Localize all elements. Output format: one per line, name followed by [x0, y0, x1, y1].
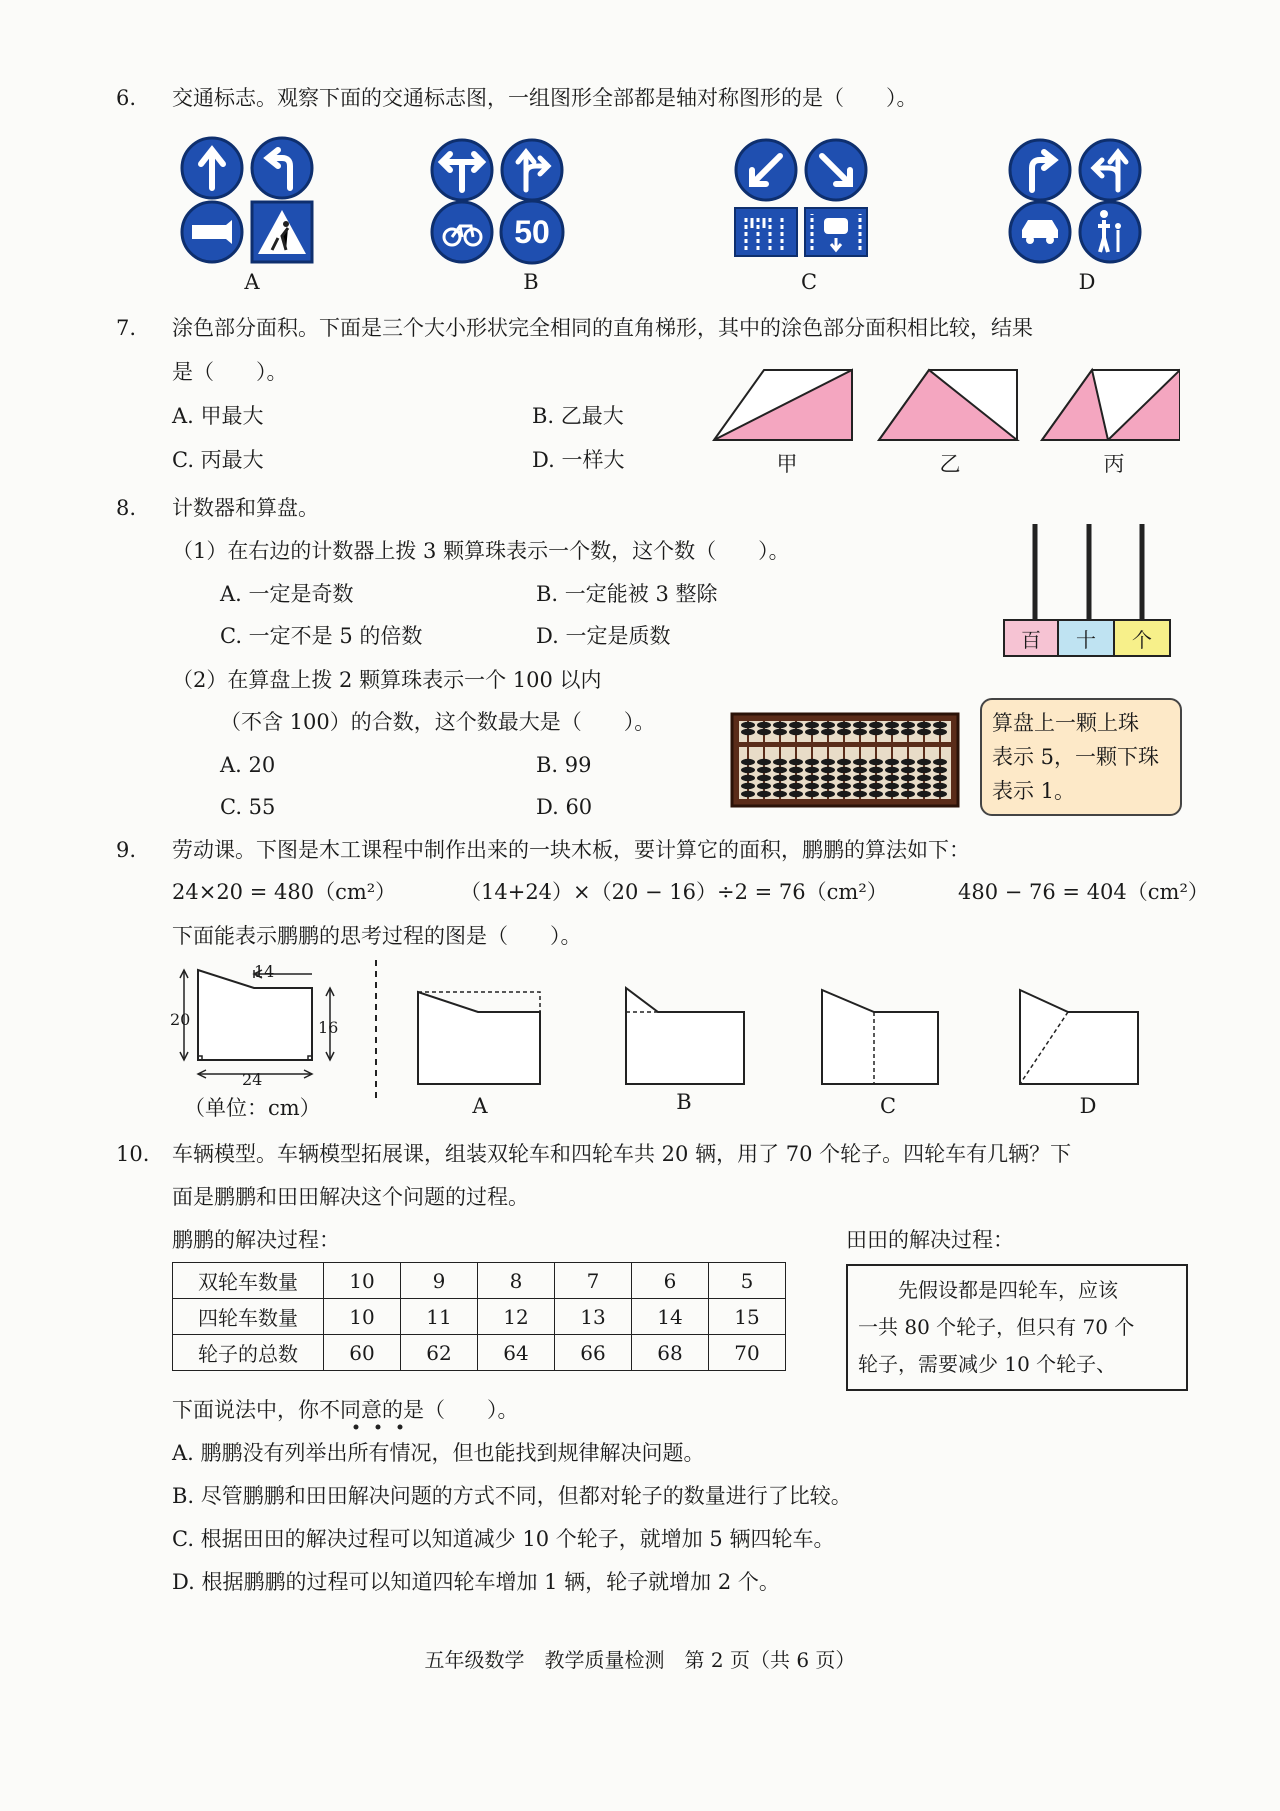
q9-ask: 下面能表示鹏鹏的思考过程的图是（ ）。 [172, 924, 582, 948]
abacus-bead [933, 729, 947, 735]
sign-pedestrian-icon [1080, 202, 1140, 262]
abacus-bead [837, 775, 851, 781]
q8-p1-option-b[interactable]: B. 一定能被 3 整除 [536, 582, 718, 606]
abacus-bead [869, 791, 883, 797]
abacus-bead [853, 775, 867, 781]
abacus-bead [933, 722, 947, 728]
abacus-bead [853, 722, 867, 728]
tt-line3: 轮子，需要减少 10 个轮子、 [858, 1352, 1117, 1376]
q10-ask: 下面说法中，你不同意的是（ ）。 [172, 1398, 519, 1422]
q9-option-b[interactable]: B [676, 1090, 692, 1114]
abacus-bead [773, 729, 787, 735]
abacus-bead [805, 759, 819, 765]
q10-option-a[interactable]: A. 鹏鹏没有列举出所有情况，但也能找到规律解决问题。 [172, 1441, 705, 1465]
q8-p2-option-d[interactable]: D. 60 [536, 795, 593, 819]
abacus-bead [741, 783, 755, 789]
q7-question-line1: 涂色部分面积。下面是三个大小形状完全相同的直角梯形，其中的涂色部分面积相比较，结果 [172, 316, 1033, 340]
q6-sign-groups [170, 130, 1210, 270]
abacus-bead [917, 775, 931, 781]
abacus-bead [869, 729, 883, 735]
q8-p2-option-a[interactable]: A. 20 [220, 753, 276, 777]
abacus-bead [741, 759, 755, 765]
q8-part1: （1）在右边的计数器上拨 3 颗算珠表示一个数，这个数（ ）。 [172, 539, 790, 563]
abacus-bead [757, 722, 771, 728]
sign-left-right-icon [432, 140, 492, 200]
abacus-bead [869, 775, 883, 781]
abacus-bead [773, 767, 787, 773]
abacus-bead [789, 775, 803, 781]
bubble-line3: 表示 1。 [992, 779, 1076, 803]
abacus-bead [789, 729, 803, 735]
abacus-bead [805, 791, 819, 797]
abacus-bead [741, 729, 755, 735]
table-cell: 6 [632, 1263, 709, 1299]
abacus-bead [805, 729, 819, 735]
abacus-bead [837, 722, 851, 728]
abacus-bead [741, 791, 755, 797]
abacus-bead [885, 729, 899, 735]
table-row [173, 1299, 786, 1335]
abacus-bead [805, 775, 819, 781]
abacus-bead [933, 791, 947, 797]
abacus-bead [885, 759, 899, 765]
figure-a [418, 992, 540, 1084]
abacus-bead [821, 767, 835, 773]
q10-question-line1: 车辆模型。车辆模型拓展课，组装双轮车和四轮车共 20 辆，用了 70 个轮子。四轮车有几辆？下 [172, 1142, 1072, 1166]
abacus-bead [933, 767, 947, 773]
q10-option-c[interactable]: C. 根据田田的解决过程可以知道减少 10 个轮子，就增加 5 辆四轮车。 [172, 1527, 835, 1551]
abacus-bead [789, 767, 803, 773]
table-cell: 5 [709, 1263, 786, 1299]
tiantian-box [846, 1264, 1188, 1391]
abacus-bead [853, 759, 867, 765]
q6-option-d[interactable]: D [1078, 270, 1096, 294]
abacus-bead [853, 791, 867, 797]
abacus-bead [837, 791, 851, 797]
abacus-bead [757, 791, 771, 797]
abacus-bead [805, 783, 819, 789]
q9-question: 劳动课。下图是木工课程中制作出来的一块木板，要计算它的面积，鹏鹏的算法如下： [172, 838, 970, 862]
abacus-bead [885, 767, 899, 773]
q9-number: 9. [116, 838, 137, 862]
abacus-bead [741, 775, 755, 781]
trapezoid-bing [1042, 370, 1180, 440]
abacus-bead [853, 783, 867, 789]
abacus-bead [901, 767, 915, 773]
abacus-bead [853, 729, 867, 735]
abacus-bead [757, 783, 771, 789]
q7-option-d[interactable]: D. 一样大 [532, 448, 625, 472]
q9-option-d[interactable]: D [1079, 1094, 1097, 1118]
sign-car-lane-icon [805, 208, 867, 256]
abacus-bead [933, 775, 947, 781]
q7-option-c[interactable]: C. 丙最大 [172, 448, 264, 472]
abacus-bead [837, 767, 851, 773]
abacus-bead [789, 791, 803, 797]
tiantian-title: 田田的解决过程： [846, 1228, 1014, 1252]
q9-unit: （单位：cm） [184, 1096, 321, 1120]
dim-right: 16 [318, 1018, 339, 1037]
trapezoid-yi [879, 370, 1017, 440]
table-cell: 11 [401, 1299, 478, 1335]
table-cell: 7 [555, 1263, 632, 1299]
abacus-bead [917, 783, 931, 789]
dim-left: 20 [170, 1010, 191, 1029]
table-cell: 13 [555, 1299, 632, 1335]
sign-left-turn-icon [252, 138, 312, 198]
q8-p1-option-a[interactable]: A. 一定是奇数 [220, 582, 354, 606]
sign-lanes-icon [735, 208, 797, 256]
q6-number: 6. [116, 86, 137, 110]
abacus-bead [901, 791, 915, 797]
dim-bottom: 24 [242, 1070, 263, 1089]
q7-label-yi: 乙 [939, 452, 961, 476]
abacus-bead [885, 791, 899, 797]
sign-horn-icon [182, 202, 242, 262]
table-cell: 9 [401, 1263, 478, 1299]
abacus-bead [885, 783, 899, 789]
figure-c [822, 990, 938, 1084]
abacus-hint-bubble [980, 698, 1182, 816]
counter-label-tens: 十 [1076, 628, 1096, 652]
figure-d [1020, 990, 1138, 1084]
abacus-bead [805, 722, 819, 728]
q8-part2-line1: （2）在算盘上拨 2 颗算珠表示一个 100 以内 [172, 668, 602, 692]
q8-p1-option-d[interactable]: D. 一定是质数 [536, 624, 671, 648]
tt-line1: 先假设都是四轮车，应该 [898, 1278, 1118, 1302]
abacus-bead [773, 783, 787, 789]
table-cell: 68 [632, 1335, 709, 1371]
abacus-bead [821, 775, 835, 781]
abacus-bead [901, 759, 915, 765]
bubble-line1: 算盘上一颗上珠 [992, 711, 1139, 735]
table-cell: 60 [324, 1335, 401, 1371]
abacus-bead [741, 722, 755, 728]
figure-b [626, 988, 744, 1084]
q8-p2-option-b[interactable]: B. 99 [536, 753, 592, 777]
q10-number: 10. [116, 1142, 150, 1166]
abacus-bead [933, 759, 947, 765]
speed-limit-text: 50 [514, 214, 550, 250]
q9-calc2: （14+24）×（20 − 16）÷2 = 76（cm²） [460, 880, 888, 904]
abacus-bead [741, 767, 755, 773]
abacus [730, 712, 960, 808]
q10-option-b[interactable]: B. 尽管鹏鹏和田田解决问题的方式不同，但都对轮子的数量进行了比较。 [172, 1484, 852, 1508]
sign-crosswalk-icon [252, 202, 312, 262]
table-cell: 8 [478, 1263, 555, 1299]
q7-number: 7. [116, 316, 137, 340]
abacus-bead [901, 729, 915, 735]
abacus-bead [773, 759, 787, 765]
table-cell: 10 [324, 1263, 401, 1299]
sign-right-turn-icon [1010, 140, 1070, 200]
table-cell: 12 [478, 1299, 555, 1335]
abacus-bead [773, 791, 787, 797]
trapezoid-jia [714, 370, 852, 440]
pengpeng-title: 鹏鹏的解决过程： [172, 1228, 340, 1252]
abacus-bead [853, 767, 867, 773]
abacus-bead [901, 783, 915, 789]
abacus-bead [757, 729, 771, 735]
sign-bicycle-icon [432, 202, 492, 262]
abacus-bead [821, 729, 835, 735]
abacus-bead [757, 767, 771, 773]
q10-option-d[interactable]: D. 根据鹏鹏的过程可以知道四轮车增加 1 辆，轮子就增加 2 个。 [172, 1570, 780, 1594]
abacus-bead [901, 722, 915, 728]
sign-straight-right-icon [502, 140, 562, 200]
abacus-bead [917, 791, 931, 797]
q9-option-a[interactable]: A [472, 1094, 488, 1118]
sign-straight-icon [182, 138, 242, 198]
dim-top: 14 [254, 962, 275, 981]
q7-trapezoids [710, 364, 1180, 444]
abacus-bead [901, 775, 915, 781]
q6-question: 交通标志。观察下面的交通标志图，一组图形全部都是轴对称图形的是（ ）。 [172, 86, 918, 110]
table-cell: 10 [324, 1299, 401, 1335]
emphasis-dots [348, 1422, 428, 1432]
abacus-bead [757, 759, 771, 765]
abacus-bead [885, 775, 899, 781]
table-cell: 66 [555, 1335, 632, 1371]
page-footer: 五年级数学 教学质量检测 第 2 页（共 6 页） [424, 1648, 856, 1672]
table-cell: 70 [709, 1335, 786, 1371]
table-cell: 62 [401, 1335, 478, 1371]
bubble-line2: 表示 5，一颗下珠 [992, 745, 1160, 769]
sign-speed-limit-icon [501, 201, 563, 263]
q9-calc1: 24×20 = 480（cm²） [172, 880, 397, 904]
row-head: 双轮车数量 [173, 1263, 324, 1299]
row-head: 四轮车数量 [173, 1299, 324, 1335]
table-cell: 15 [709, 1299, 786, 1335]
q9-option-c[interactable]: C [879, 1094, 897, 1118]
abacus-bead [869, 783, 883, 789]
q8-p2-option-c[interactable]: C. 55 [220, 795, 276, 819]
counter-label-hundreds: 百 [1021, 628, 1041, 652]
q7-label-jia: 甲 [776, 452, 798, 476]
q6-option-b[interactable]: B [523, 270, 539, 294]
table-cell: 64 [478, 1335, 555, 1371]
row-head: 轮子的总数 [173, 1335, 324, 1371]
abacus-bead [789, 759, 803, 765]
q7-option-a[interactable]: A. 甲最大 [172, 404, 264, 428]
q8-p1-option-c[interactable]: C. 一定不是 5 的倍数 [220, 624, 423, 648]
abacus-bead [933, 783, 947, 789]
q7-question-line2: 是（ ）。 [172, 360, 288, 384]
abacus-bead [789, 722, 803, 728]
abacus-bead [773, 722, 787, 728]
q9-calc3: 480 − 76 = 404（cm²） [958, 880, 1209, 904]
q8-title: 计数器和算盘。 [172, 496, 319, 520]
pengpeng-table [172, 1262, 786, 1371]
q10-question-line2: 面是鹏鹏和田田解决这个问题的过程。 [172, 1185, 529, 1209]
table-row [173, 1335, 786, 1371]
abacus-bead [885, 722, 899, 728]
abacus-bead [869, 767, 883, 773]
abacus-bead [821, 791, 835, 797]
abacus-bead [757, 775, 771, 781]
q6-option-a[interactable]: A [244, 270, 260, 294]
abacus-bead [869, 722, 883, 728]
q6-option-c[interactable]: C [800, 270, 818, 294]
sign-car-icon [1010, 202, 1070, 262]
abacus-bead [837, 729, 851, 735]
abacus-bead [773, 775, 787, 781]
board-figure [180, 970, 334, 1078]
sign-down-left-icon [736, 140, 796, 200]
abacus-bead [837, 759, 851, 765]
abacus-bead [917, 759, 931, 765]
q7-label-bing: 丙 [1103, 452, 1125, 476]
abacus-bead [821, 759, 835, 765]
abacus-bead [821, 783, 835, 789]
abacus-bead [789, 783, 803, 789]
abacus-bead [837, 783, 851, 789]
q8-number: 8. [116, 496, 137, 520]
sign-down-right-icon [806, 140, 866, 200]
counter-label-ones: 个 [1132, 628, 1152, 652]
tt-line2: 一共 80 个轮子，但只有 70 个 [858, 1315, 1135, 1339]
abacus-bead [821, 722, 835, 728]
q7-option-b[interactable]: B. 乙最大 [532, 404, 624, 428]
abacus-bead [917, 767, 931, 773]
abacus-bead [869, 759, 883, 765]
table-cell: 14 [632, 1299, 709, 1335]
abacus-bead [805, 767, 819, 773]
abacus-bead [917, 722, 931, 728]
sign-left-straight-icon [1080, 140, 1140, 200]
q8-part2-line2: （不含 100）的合数，这个数最大是（ ）。 [220, 710, 656, 734]
table-row [173, 1263, 786, 1299]
abacus-bead [917, 729, 931, 735]
